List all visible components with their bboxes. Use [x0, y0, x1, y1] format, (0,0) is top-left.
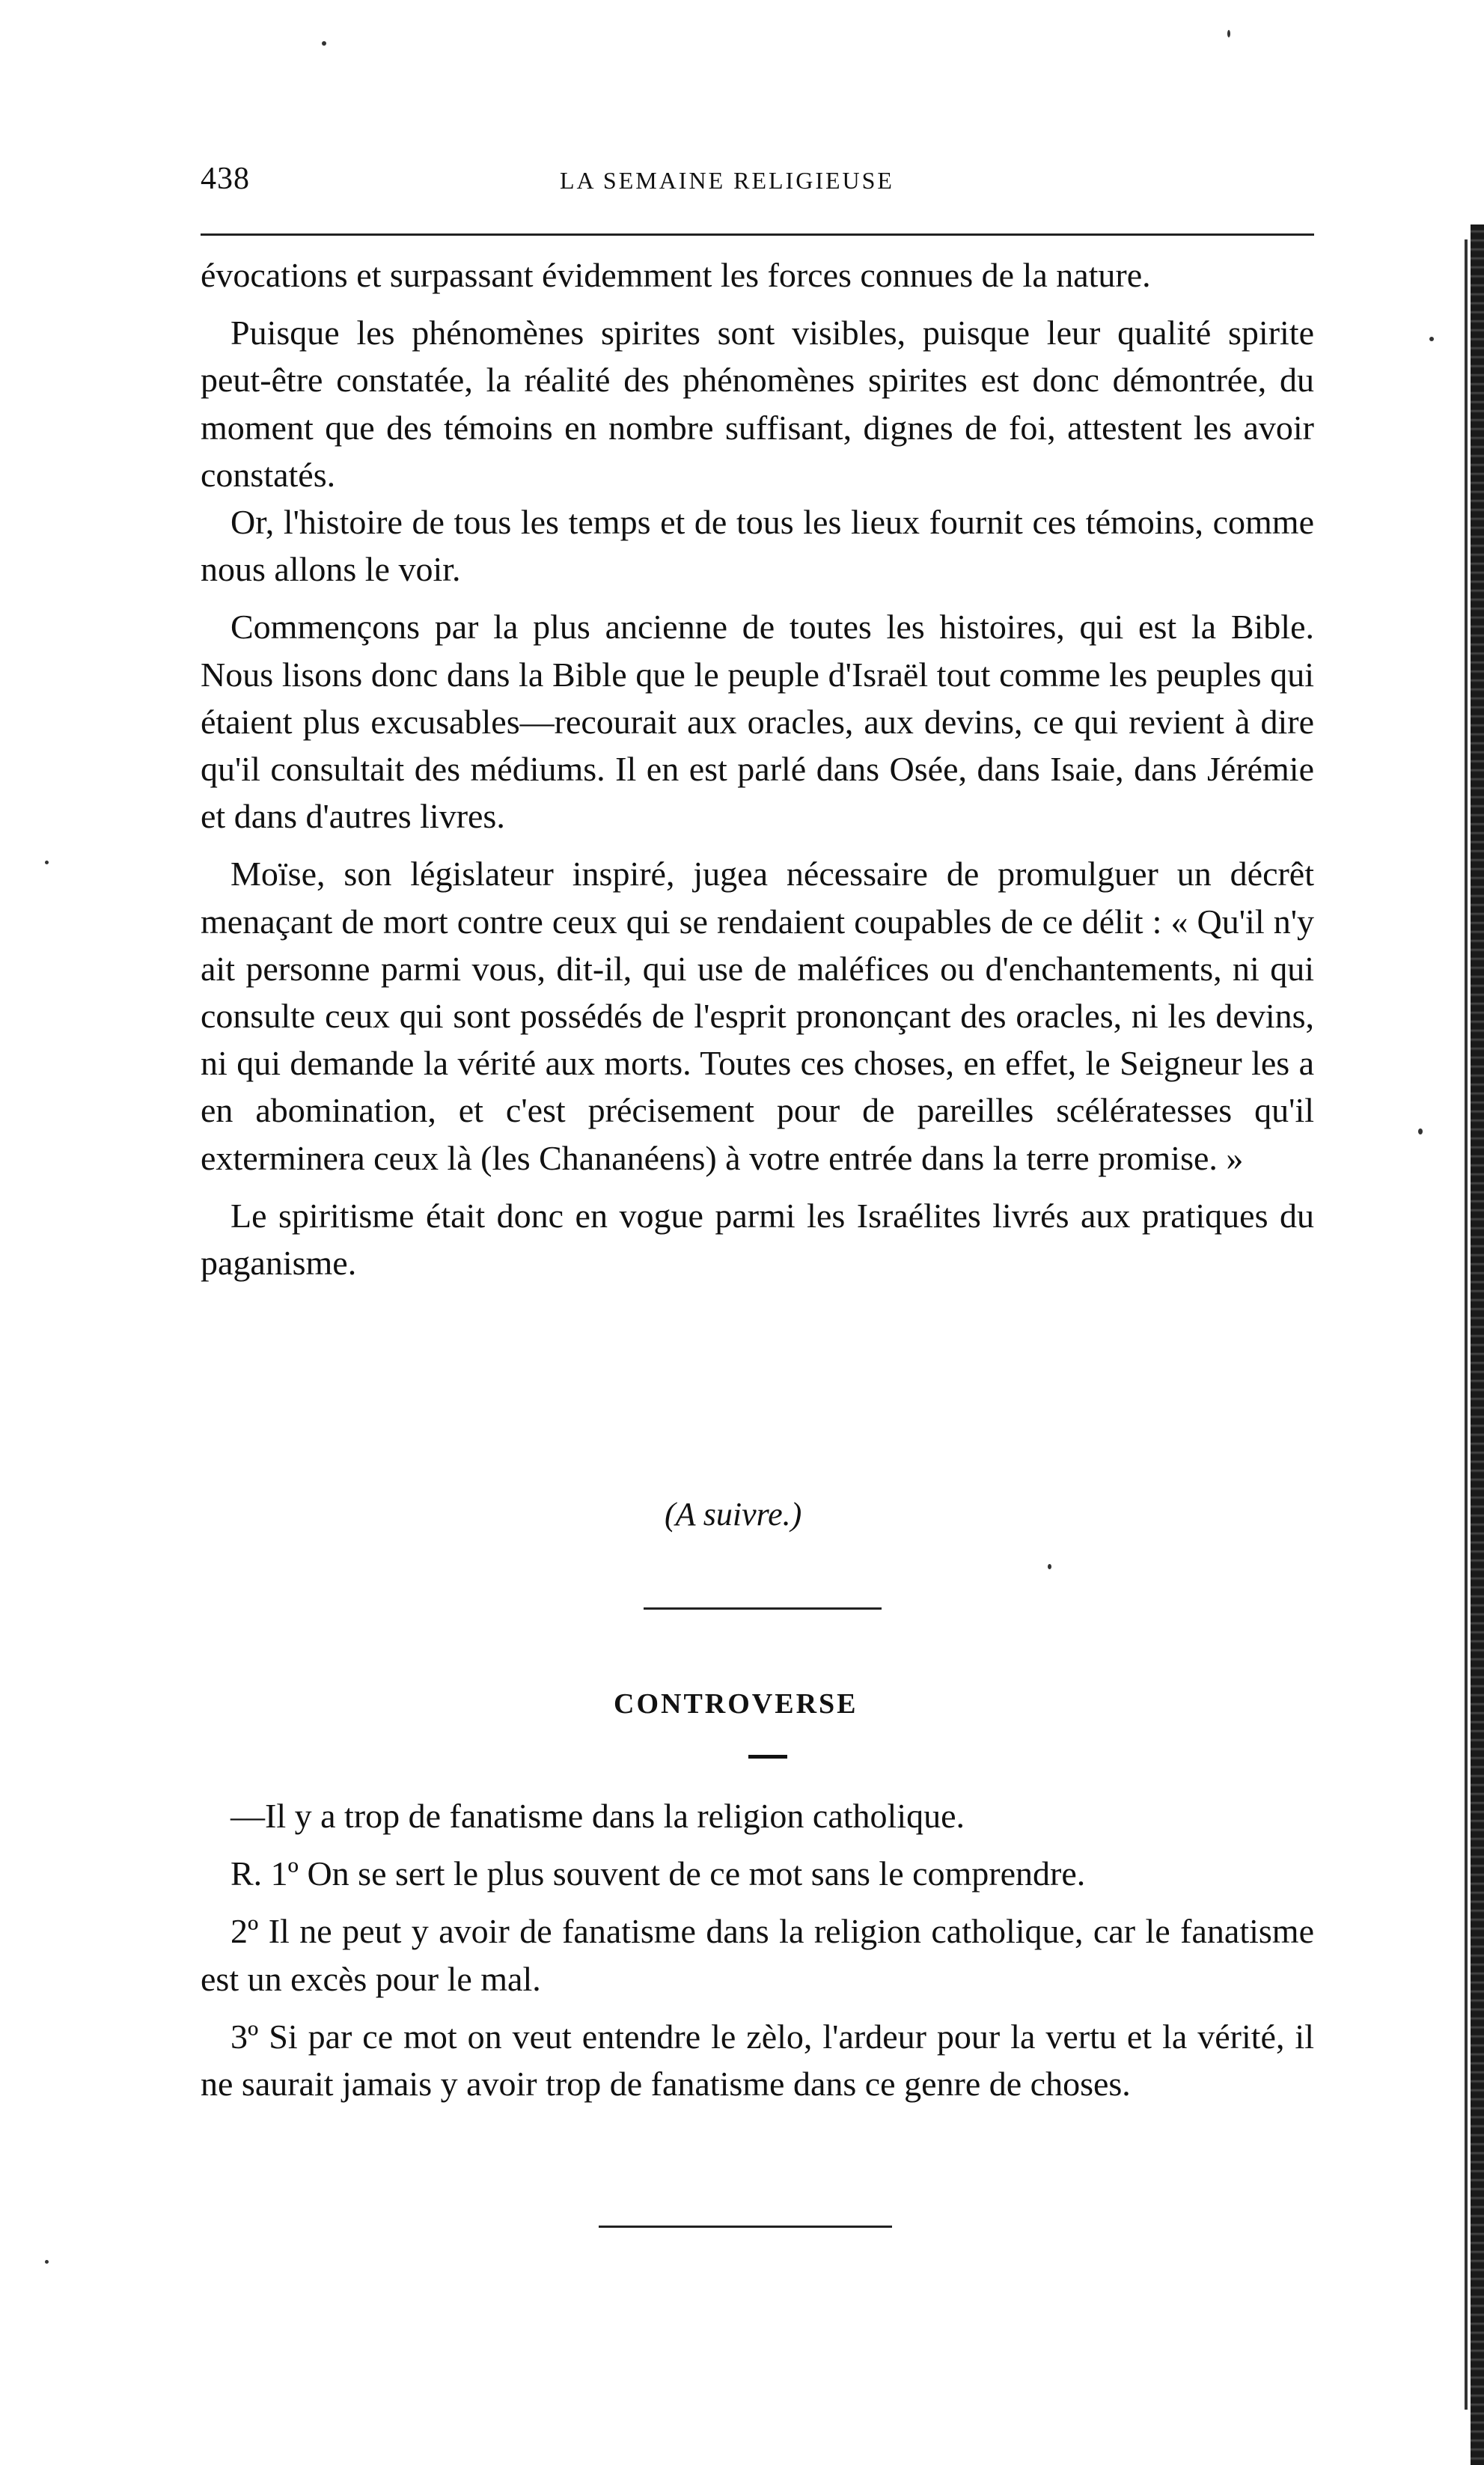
scan-speck	[45, 2260, 49, 2264]
paragraph: Moïse, son législateur inspiré, jugea nécessaire de promulguer un décrêt menaçant de mort contre ceux qui se rendaient coupables de ce délit : « Qu'il n'y ait personne parmi vous, dit-il, qui use de maléfices ou d'enchantements, ni qui consulte ceux qui sont possédés de l'esprit prononçant des oracles, ni les devins, ni qui demande la vérité aux morts. Toutes ces choses, en effet, le Seigneur les a en abomination, et c'est précisement pour de pareilles scélératesses qu'il exterminera ceux là (les Chananéens) à votre entrée dans la terre promise. »	[201, 855, 1314, 1177]
section-divider	[644, 1607, 882, 1610]
paragraph: 2º Il ne peut y avoir de fanatisme dans la religion catholique, car le fanatisme est un excès pour le mal.	[201, 1912, 1314, 1998]
paragraph: évocations et surpassant évidemment les forces connues de la nature.	[201, 256, 1151, 294]
scan-speck	[1418, 1128, 1423, 1134]
paragraph: R. 1º On se sert le plus souvent de ce mot sans le comprendre.	[230, 1854, 1086, 1893]
article-body	[201, 251, 1314, 1297]
scan-speck	[1048, 1564, 1051, 1569]
scan-speck	[1429, 337, 1434, 341]
scan-speck	[1227, 30, 1230, 37]
binding-edge	[1471, 224, 1484, 2465]
page-header	[201, 161, 1314, 206]
paragraph: Puisque les phénomènes spirites sont visibles, puisque leur qualité spirite peut-être constatée, la réalité des phénomènes spirites est donc démontrée, du moment que des témoins en nombre suffisant, dignes de foi, attestent les avoir constatés.	[201, 314, 1314, 494]
scan-speck	[45, 861, 49, 864]
controverse-body	[201, 1792, 1314, 2118]
paragraph: —Il y a trop de fanatisme dans la religion catholique.	[230, 1797, 965, 1835]
paragraph: Commençons par la plus ancienne de toutes les histoires, qui est la Bible. Nous lisons donc dans la Bible que le peuple d'Israël tout comme les peuples qui étaient plus excusables—recourait aux oracles, aux devins, ce qui revient à dire qu'il consultait des médiums. Il en est parlé dans Osée, dans Isaie, dans Jérémie et dans d'autres livres.	[201, 608, 1314, 836]
title-dash	[748, 1755, 787, 1759]
running-title: LA SEMAINE RELIGIEUSE	[560, 167, 894, 194]
paragraph: 3º Si par ce mot on veut entendre le zèlo, l'ardeur pour la vertu et la vérité, il ne saurait jamais y avoir trop de fanatisme dans ce genre de choses.	[201, 2017, 1314, 2104]
page-number: 438	[201, 162, 250, 196]
header-rule	[201, 233, 1314, 236]
section-title: CONTROVERSE	[614, 1688, 858, 1720]
binding-edge-line	[1465, 239, 1468, 2410]
end-divider	[599, 2226, 892, 2228]
to-be-continued: (A suivre.)	[665, 1496, 802, 1533]
paragraph: Or, l'histoire de tous les temps et de tous les lieux fournit ces témoins, comme nous allons le voir.	[201, 503, 1314, 589]
paragraph: Le spiritisme était donc en vogue parmi les Israélites livrés aux pratiques du paganisme.	[201, 1196, 1314, 1283]
scan-speck	[322, 41, 326, 46]
